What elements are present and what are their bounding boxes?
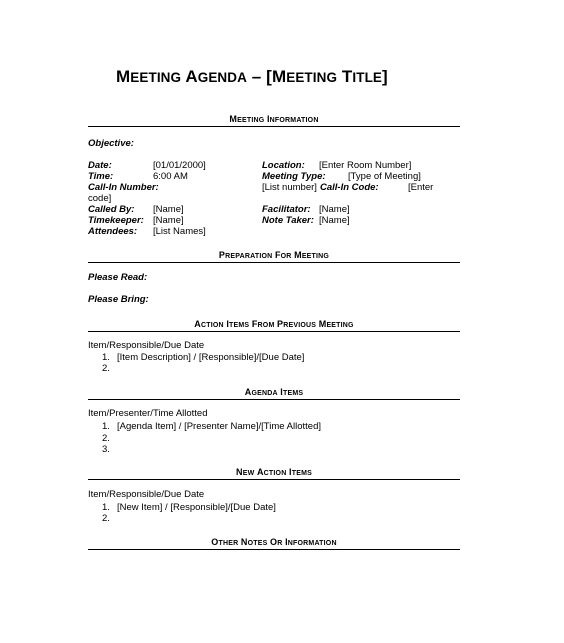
- list-number-value: [List number]: [262, 182, 317, 193]
- list-item: [New Item] / [Responsible]/[Due Date]: [117, 502, 276, 513]
- agenda-document: [88, 0, 460, 643]
- please-read-label: Please Read:: [88, 272, 148, 283]
- list-item-number: 1.: [102, 421, 110, 432]
- section-heading-meeting-information: MEETING INFORMATION: [88, 114, 460, 127]
- action-prev-column-header: Item/Responsible/Due Date: [88, 340, 205, 351]
- facilitator-label: Facilitator:: [262, 204, 311, 215]
- page-title: MEETING AGENDA – [MEETING TITLE]: [116, 67, 388, 86]
- section-heading-new-action-items: NEW ACTION ITEMS: [88, 467, 460, 480]
- called-by-value: [Name]: [153, 204, 184, 215]
- list-item-number: 2.: [102, 433, 110, 444]
- list-item: [Item Description] / [Responsible]/[Due Date]: [117, 352, 305, 363]
- list-item-number: 2.: [102, 513, 110, 524]
- list-item-number: 1.: [102, 502, 110, 513]
- call-in-code-value: [Enter: [408, 182, 434, 193]
- note-taker-value: [Name]: [319, 215, 350, 226]
- list-item-number: 2.: [102, 363, 110, 374]
- date-label: Date:: [88, 160, 112, 171]
- meeting-type-value: [Type of Meeting]: [348, 171, 421, 182]
- section-heading-other-notes: OTHER NOTES OR INFORMATION: [88, 537, 460, 550]
- location-label: Location:: [262, 160, 305, 171]
- agenda-column-header: Item/Presenter/Time Allotted: [88, 408, 208, 419]
- attendees-value: [List Names]: [153, 226, 206, 237]
- call-in-code-label: Call-In Code:: [320, 182, 379, 193]
- section-heading-agenda-items: AGENDA ITEMS: [88, 387, 460, 400]
- list-item-number: 3.: [102, 444, 110, 455]
- meeting-type-label: Meeting Type:: [262, 171, 326, 182]
- called-by-label: Called By:: [88, 204, 135, 215]
- new-action-column-header: Item/Responsible/Due Date: [88, 489, 205, 500]
- location-value: [Enter Room Number]: [319, 160, 412, 171]
- objective-label: Objective:: [88, 138, 134, 149]
- time-label: Time:: [88, 171, 114, 182]
- list-item: [Agenda Item] / [Presenter Name]/[Time Allotted]: [117, 421, 321, 432]
- section-heading-preparation: PREPARATION FOR MEETING: [88, 250, 460, 263]
- call-in-code-value-continued: code]: [88, 193, 112, 204]
- time-value: 6:00 AM: [153, 171, 188, 182]
- call-in-number-label: Call-In Number:: [88, 182, 159, 193]
- facilitator-value: [Name]: [319, 204, 350, 215]
- please-bring-label: Please Bring:: [88, 294, 149, 305]
- attendees-label: Attendees:: [88, 226, 138, 237]
- timekeeper-value: [Name]: [153, 215, 184, 226]
- date-value: [01/01/2000]: [153, 160, 206, 171]
- note-taker-label: Note Taker:: [262, 215, 314, 226]
- list-item-number: 1.: [102, 352, 110, 363]
- section-heading-action-items-previous: ACTION ITEMS FROM PREVIOUS MEETING: [88, 319, 460, 332]
- timekeeper-label: Timekeeper:: [88, 215, 144, 226]
